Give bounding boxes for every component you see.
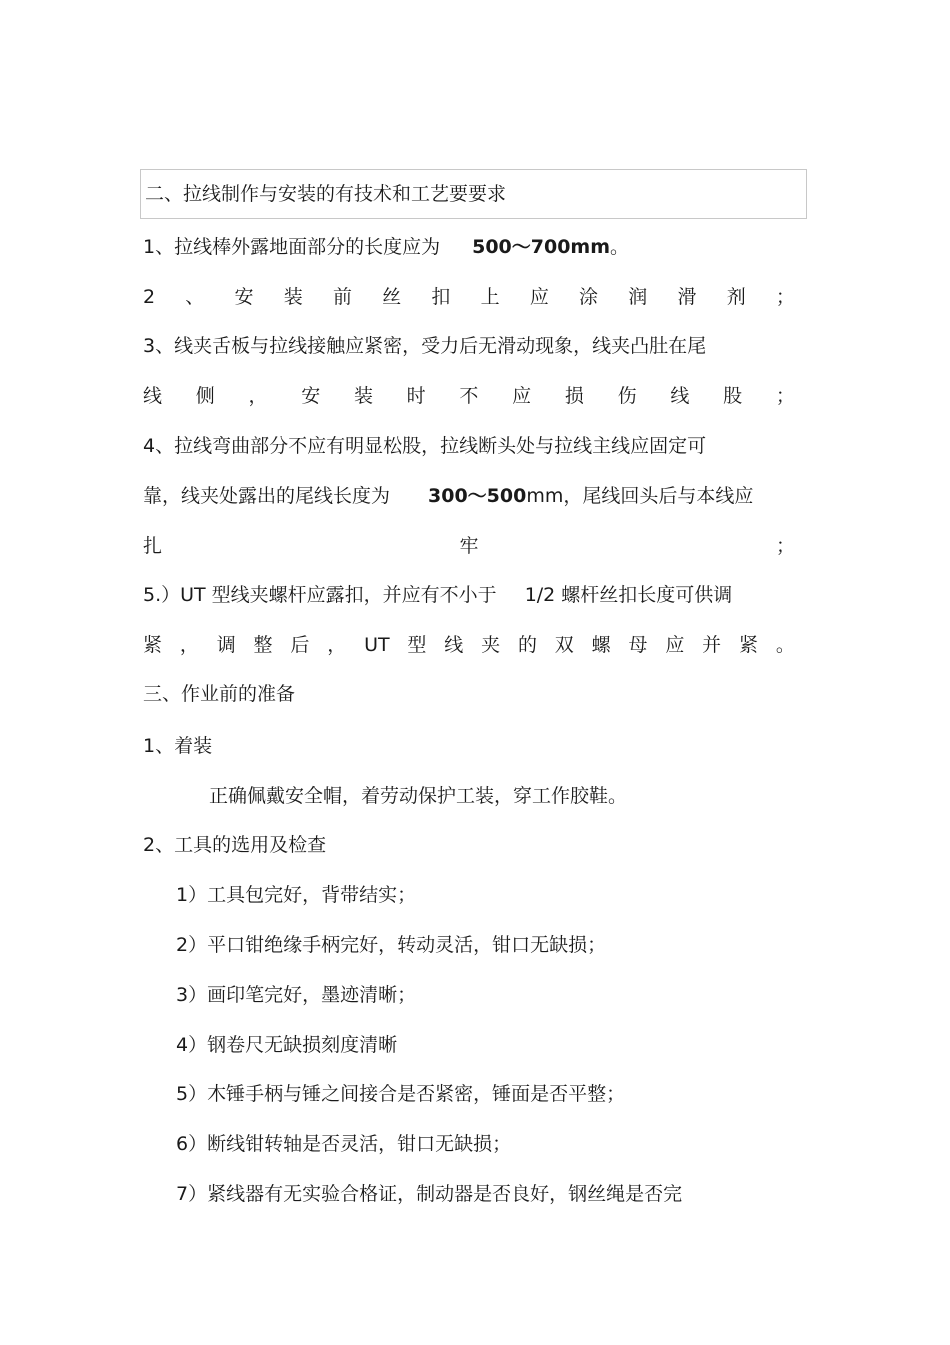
item3-line2-char: 侧: [195, 385, 215, 407]
item4-line3-char: 牢: [459, 535, 479, 557]
item2-char: 润: [628, 286, 648, 308]
section3-sub1-text: 正确佩戴安全帽，着劳动保护工装，穿工作胶鞋。: [209, 785, 628, 807]
item3-line2-char: 安: [301, 385, 321, 407]
item5-line2-char: 应: [665, 634, 685, 656]
section3-title: 三、作业前的准备: [143, 683, 296, 705]
item3-line2-char: ；: [775, 385, 795, 407]
item2-char: ；: [775, 286, 795, 308]
item5-line2-char: 型: [407, 634, 427, 656]
tool-check-item: 1）工具包完好，背带结实；: [176, 884, 417, 906]
tool-check-item: 7）紧线器有无实验合格证，制动器是否良好，钢丝绳是否完: [176, 1183, 683, 1205]
item5-line2-char: 调: [216, 634, 236, 656]
tool-check-item: 5）木锤手柄与锤之间接合是否紧密，锤面是否平整；: [176, 1083, 626, 1105]
item3-line2-char: 股: [723, 385, 743, 407]
item4-line3: [143, 533, 795, 559]
item5-line2-char: 双: [554, 634, 574, 656]
item2-char: 2: [143, 286, 156, 308]
item4-line2: [143, 483, 753, 509]
item5-line2-char: 。: [775, 634, 795, 656]
tool-check-item: 6）断线钳转轴是否灵活，钳口无缺损；: [176, 1133, 512, 1155]
item4-line2-suffix: mm，尾线回头后与本线应: [526, 485, 754, 507]
item3-line1: 3、线夹舌板与拉线接触应紧密，受力后无滑动现象，线夹凸肚在尾: [143, 335, 707, 357]
item5-line2-char: 紧: [739, 634, 759, 656]
item3-line2-char: 损: [564, 385, 584, 407]
item5-line1: [143, 582, 732, 608]
item3-line2-char: 线: [143, 385, 163, 407]
item5-line2-char: ，: [179, 634, 199, 656]
item4-line2-prefix: 靠，线夹处露出的尾线长度为: [143, 485, 391, 507]
item2-char: 涂: [579, 286, 599, 308]
item4-line3-char: 扎: [143, 535, 163, 557]
item5-line2-char: UT: [364, 634, 390, 656]
tool-check-item: 3）画印笔完好，墨迹清晰；: [176, 984, 417, 1006]
item2-char: 前: [332, 286, 352, 308]
item2-char: 丝: [382, 286, 402, 308]
item5-line2-char: ，: [327, 634, 347, 656]
section3-sub1-title: 1、着装: [143, 735, 213, 757]
tool-check-item: 2）平口钳绝缘手柄完好，转动灵活，钳口无缺损；: [176, 934, 607, 956]
item5-line2-char: 整: [253, 634, 273, 656]
item5-line1-a: 5.）UT 型线夹螺杆应露扣，并应有不小于: [143, 584, 497, 606]
item2-char: 扣: [431, 286, 451, 308]
item1-value: 500～700mm: [472, 236, 611, 258]
item1-suffix: 。: [610, 236, 630, 258]
item3-line2-char: 时: [406, 385, 426, 407]
item3-line2-char: 应: [512, 385, 532, 407]
item3-line2-char: 装: [353, 385, 373, 407]
item1-line: [143, 234, 629, 260]
item2-char: 安: [234, 286, 254, 308]
item3-line2-char: 伤: [617, 385, 637, 407]
item2-char: 装: [283, 286, 303, 308]
item5-line2-char: 紧: [143, 634, 163, 656]
item5-line2-char: 后: [290, 634, 310, 656]
item5-line2-char: 的: [517, 634, 537, 656]
item3-line2-char: ，: [248, 385, 268, 407]
item5-line2-char: 线: [444, 634, 464, 656]
item5-line2-char: 并: [702, 634, 722, 656]
item2-char: 上: [480, 286, 500, 308]
item5-line1-b: 1/2 螺杆丝扣长度可供调: [524, 584, 733, 606]
item4-line1: 4、拉线弯曲部分不应有明显松股，拉线断头处与拉线主线应固定可: [143, 435, 707, 457]
item4-line2-value: 300～500: [428, 485, 527, 507]
section3-sub2-title: 2、工具的选用及检查: [143, 834, 327, 856]
item2-char: 应: [529, 286, 549, 308]
item5-line2: [143, 632, 795, 658]
item2-char: 、: [185, 286, 205, 308]
item5-line2-char: 夹: [481, 634, 501, 656]
item1-prefix: 1、拉线棒外露地面部分的长度应为: [143, 236, 441, 258]
item3-line2: [143, 383, 795, 409]
tool-check-item: 4）钢卷尺无缺损刻度清晰: [176, 1034, 398, 1056]
item3-line2-char: 不: [459, 385, 479, 407]
section2-heading-box: [140, 169, 807, 219]
item5-line2-char: 母: [628, 634, 648, 656]
item4-line3-char: ；: [775, 535, 795, 557]
item2-char: 滑: [677, 286, 697, 308]
item5-line2-char: 螺: [591, 634, 611, 656]
item2-char: 剂: [726, 286, 746, 308]
item2-line: [143, 284, 795, 310]
item3-line2-char: 线: [670, 385, 690, 407]
section2-title: 二、拉线制作与安装的有技术和工艺要要求: [145, 183, 507, 205]
